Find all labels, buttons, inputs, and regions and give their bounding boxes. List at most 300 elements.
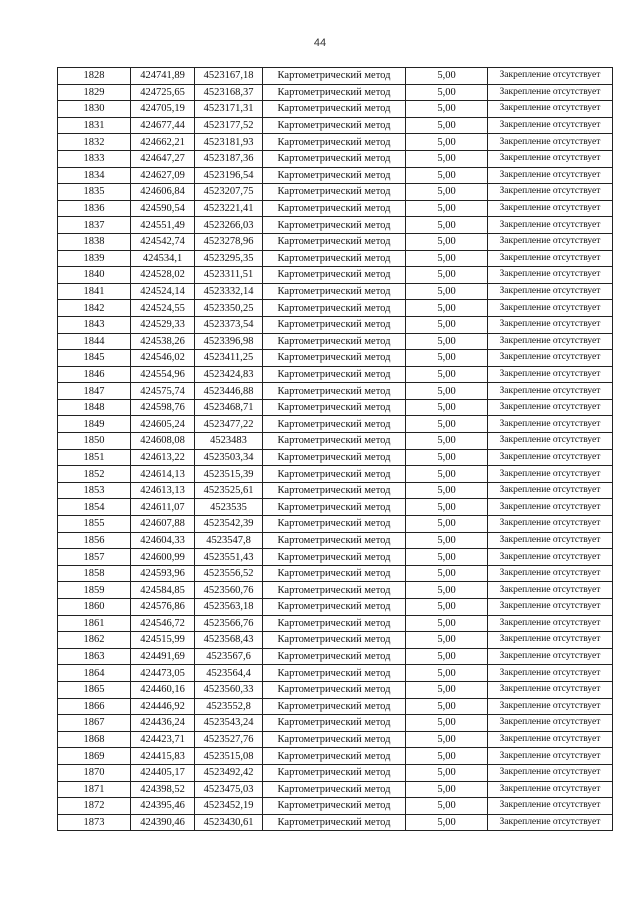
point-number-cell: 1845 xyxy=(58,350,131,367)
point-number-cell: 1864 xyxy=(58,665,131,682)
y-coordinate-cell: 4523492,42 xyxy=(195,764,263,781)
x-coordinate-cell: 424614,13 xyxy=(131,466,195,483)
table-row xyxy=(58,184,613,201)
table-row xyxy=(58,300,613,317)
point-number-cell: 1844 xyxy=(58,333,131,350)
y-coordinate-cell: 4523278,96 xyxy=(195,233,263,250)
point-number-cell: 1828 xyxy=(58,68,131,85)
fixing-description-cell: Закрепление отсутствует xyxy=(488,715,613,732)
point-number-cell: 1873 xyxy=(58,814,131,831)
accuracy-cell: 5,00 xyxy=(406,134,488,151)
fixing-description-cell: Закрепление отсутствует xyxy=(488,582,613,599)
method-cell: Картометрический метод xyxy=(263,383,406,400)
fixing-description-cell: Закрепление отсутствует xyxy=(488,748,613,765)
method-cell: Картометрический метод xyxy=(263,134,406,151)
x-coordinate-cell: 424576,86 xyxy=(131,599,195,616)
fixing-description-cell: Закрепление отсутствует xyxy=(488,217,613,234)
method-cell: Картометрический метод xyxy=(263,233,406,250)
y-coordinate-cell: 4523525,61 xyxy=(195,482,263,499)
fixing-description-cell: Закрепление отсутствует xyxy=(488,333,613,350)
point-number-cell: 1867 xyxy=(58,715,131,732)
y-coordinate-cell: 4523373,54 xyxy=(195,316,263,333)
x-coordinate-cell: 424647,27 xyxy=(131,150,195,167)
x-coordinate-cell: 424398,52 xyxy=(131,781,195,798)
y-coordinate-cell: 4523568,43 xyxy=(195,632,263,649)
method-cell: Картометрический метод xyxy=(263,466,406,483)
fixing-description-cell: Закрепление отсутствует xyxy=(488,283,613,300)
method-cell: Картометрический метод xyxy=(263,333,406,350)
accuracy-cell: 5,00 xyxy=(406,466,488,483)
accuracy-cell: 5,00 xyxy=(406,433,488,450)
y-coordinate-cell: 4523187,36 xyxy=(195,150,263,167)
table-row xyxy=(58,499,613,516)
fixing-description-cell: Закрепление отсутствует xyxy=(488,134,613,151)
point-number-cell: 1869 xyxy=(58,748,131,765)
x-coordinate-cell: 424590,54 xyxy=(131,200,195,217)
point-number-cell: 1834 xyxy=(58,167,131,184)
point-number-cell: 1863 xyxy=(58,648,131,665)
table-row xyxy=(58,267,613,284)
method-cell: Картометрический метод xyxy=(263,715,406,732)
x-coordinate-cell: 424515,99 xyxy=(131,632,195,649)
y-coordinate-cell: 4523350,25 xyxy=(195,300,263,317)
y-coordinate-cell: 4523411,25 xyxy=(195,350,263,367)
accuracy-cell: 5,00 xyxy=(406,167,488,184)
fixing-description-cell: Закрепление отсутствует xyxy=(488,615,613,632)
y-coordinate-cell: 4523221,41 xyxy=(195,200,263,217)
x-coordinate-cell: 424395,46 xyxy=(131,798,195,815)
x-coordinate-cell: 424584,85 xyxy=(131,582,195,599)
accuracy-cell: 5,00 xyxy=(406,499,488,516)
point-number-cell: 1853 xyxy=(58,482,131,499)
x-coordinate-cell: 424611,07 xyxy=(131,499,195,516)
point-number-cell: 1862 xyxy=(58,632,131,649)
y-coordinate-cell: 4523266,03 xyxy=(195,217,263,234)
table-row xyxy=(58,648,613,665)
point-number-cell: 1838 xyxy=(58,233,131,250)
accuracy-cell: 5,00 xyxy=(406,698,488,715)
table-row xyxy=(58,482,613,499)
accuracy-cell: 5,00 xyxy=(406,599,488,616)
accuracy-cell: 5,00 xyxy=(406,731,488,748)
point-number-cell: 1856 xyxy=(58,532,131,549)
point-number-cell: 1830 xyxy=(58,101,131,118)
x-coordinate-cell: 424542,74 xyxy=(131,233,195,250)
method-cell: Картометрический метод xyxy=(263,200,406,217)
y-coordinate-cell: 4523535 xyxy=(195,499,263,516)
point-number-cell: 1848 xyxy=(58,399,131,416)
y-coordinate-cell: 4523547,8 xyxy=(195,532,263,549)
table-row xyxy=(58,350,613,367)
point-number-cell: 1858 xyxy=(58,565,131,582)
y-coordinate-cell: 4523527,76 xyxy=(195,731,263,748)
y-coordinate-cell: 4523567,6 xyxy=(195,648,263,665)
method-cell: Картометрический метод xyxy=(263,781,406,798)
accuracy-cell: 5,00 xyxy=(406,333,488,350)
table-row xyxy=(58,399,613,416)
coordinates-table xyxy=(57,67,613,831)
fixing-description-cell: Закрепление отсутствует xyxy=(488,632,613,649)
x-coordinate-cell: 424600,99 xyxy=(131,549,195,566)
x-coordinate-cell: 424491,69 xyxy=(131,648,195,665)
table-row xyxy=(58,698,613,715)
x-coordinate-cell: 424405,17 xyxy=(131,764,195,781)
y-coordinate-cell: 4523564,4 xyxy=(195,665,263,682)
accuracy-cell: 5,00 xyxy=(406,814,488,831)
fixing-description-cell: Закрепление отсутствует xyxy=(488,184,613,201)
point-number-cell: 1835 xyxy=(58,184,131,201)
fixing-description-cell: Закрепление отсутствует xyxy=(488,599,613,616)
accuracy-cell: 5,00 xyxy=(406,632,488,649)
table-row xyxy=(58,366,613,383)
table-row xyxy=(58,582,613,599)
x-coordinate-cell: 424390,46 xyxy=(131,814,195,831)
point-number-cell: 1865 xyxy=(58,681,131,698)
y-coordinate-cell: 4523311,51 xyxy=(195,267,263,284)
x-coordinate-cell: 424546,02 xyxy=(131,350,195,367)
table-row xyxy=(58,532,613,549)
accuracy-cell: 5,00 xyxy=(406,582,488,599)
fixing-description-cell: Закрепление отсутствует xyxy=(488,665,613,682)
y-coordinate-cell: 4523563,18 xyxy=(195,599,263,616)
accuracy-cell: 5,00 xyxy=(406,532,488,549)
point-number-cell: 1861 xyxy=(58,615,131,632)
table-row xyxy=(58,798,613,815)
accuracy-cell: 5,00 xyxy=(406,516,488,533)
y-coordinate-cell: 4523168,37 xyxy=(195,84,263,101)
accuracy-cell: 5,00 xyxy=(406,399,488,416)
method-cell: Картометрический метод xyxy=(263,731,406,748)
fixing-description-cell: Закрепление отсутствует xyxy=(488,316,613,333)
y-coordinate-cell: 4523552,8 xyxy=(195,698,263,715)
table-row xyxy=(58,84,613,101)
method-cell: Картометрический метод xyxy=(263,68,406,85)
y-coordinate-cell: 4523430,61 xyxy=(195,814,263,831)
method-cell: Картометрический метод xyxy=(263,366,406,383)
fixing-description-cell: Закрепление отсутствует xyxy=(488,416,613,433)
fixing-description-cell: Закрепление отсутствует xyxy=(488,150,613,167)
point-number-cell: 1847 xyxy=(58,383,131,400)
fixing-description-cell: Закрепление отсутствует xyxy=(488,383,613,400)
x-coordinate-cell: 424613,22 xyxy=(131,449,195,466)
accuracy-cell: 5,00 xyxy=(406,283,488,300)
y-coordinate-cell: 4523483 xyxy=(195,433,263,450)
table-row xyxy=(58,333,613,350)
accuracy-cell: 5,00 xyxy=(406,383,488,400)
method-cell: Картометрический метод xyxy=(263,150,406,167)
point-number-cell: 1849 xyxy=(58,416,131,433)
y-coordinate-cell: 4523295,35 xyxy=(195,250,263,267)
method-cell: Картометрический метод xyxy=(263,665,406,682)
accuracy-cell: 5,00 xyxy=(406,68,488,85)
table-row xyxy=(58,731,613,748)
point-number-cell: 1854 xyxy=(58,499,131,516)
table-row xyxy=(58,101,613,118)
method-cell: Картометрический метод xyxy=(263,764,406,781)
table-row xyxy=(58,748,613,765)
fixing-description-cell: Закрепление отсутствует xyxy=(488,648,613,665)
x-coordinate-cell: 424662,21 xyxy=(131,134,195,151)
method-cell: Картометрический метод xyxy=(263,648,406,665)
method-cell: Картометрический метод xyxy=(263,698,406,715)
method-cell: Картометрический метод xyxy=(263,748,406,765)
y-coordinate-cell: 4523181,93 xyxy=(195,134,263,151)
table-row xyxy=(58,599,613,616)
fixing-description-cell: Закрепление отсутствует xyxy=(488,117,613,134)
table-row xyxy=(58,383,613,400)
y-coordinate-cell: 4523475,03 xyxy=(195,781,263,798)
method-cell: Картометрический метод xyxy=(263,84,406,101)
table-row xyxy=(58,681,613,698)
method-cell: Картометрический метод xyxy=(263,582,406,599)
fixing-description-cell: Закрепление отсутствует xyxy=(488,764,613,781)
accuracy-cell: 5,00 xyxy=(406,267,488,284)
y-coordinate-cell: 4523207,75 xyxy=(195,184,263,201)
method-cell: Картометрический метод xyxy=(263,433,406,450)
table-row xyxy=(58,433,613,450)
method-cell: Картометрический метод xyxy=(263,798,406,815)
y-coordinate-cell: 4523446,88 xyxy=(195,383,263,400)
method-cell: Картометрический метод xyxy=(263,449,406,466)
x-coordinate-cell: 424423,71 xyxy=(131,731,195,748)
x-coordinate-cell: 424606,84 xyxy=(131,184,195,201)
x-coordinate-cell: 424546,72 xyxy=(131,615,195,632)
fixing-description-cell: Закрепление отсутствует xyxy=(488,68,613,85)
point-number-cell: 1837 xyxy=(58,217,131,234)
accuracy-cell: 5,00 xyxy=(406,781,488,798)
y-coordinate-cell: 4523542,39 xyxy=(195,516,263,533)
x-coordinate-cell: 424613,13 xyxy=(131,482,195,499)
point-number-cell: 1846 xyxy=(58,366,131,383)
y-coordinate-cell: 4523551,43 xyxy=(195,549,263,566)
accuracy-cell: 5,00 xyxy=(406,366,488,383)
x-coordinate-cell: 424627,09 xyxy=(131,167,195,184)
fixing-description-cell: Закрепление отсутствует xyxy=(488,482,613,499)
table-row xyxy=(58,549,613,566)
method-cell: Картометрический метод xyxy=(263,316,406,333)
y-coordinate-cell: 4523396,98 xyxy=(195,333,263,350)
table-row xyxy=(58,200,613,217)
x-coordinate-cell: 424705,19 xyxy=(131,101,195,118)
x-coordinate-cell: 424446,92 xyxy=(131,698,195,715)
point-number-cell: 1870 xyxy=(58,764,131,781)
y-coordinate-cell: 4523196,54 xyxy=(195,167,263,184)
point-number-cell: 1831 xyxy=(58,117,131,134)
fixing-description-cell: Закрепление отсутствует xyxy=(488,466,613,483)
x-coordinate-cell: 424598,76 xyxy=(131,399,195,416)
table-row xyxy=(58,781,613,798)
fixing-description-cell: Закрепление отсутствует xyxy=(488,399,613,416)
fixing-description-cell: Закрепление отсутствует xyxy=(488,233,613,250)
point-number-cell: 1839 xyxy=(58,250,131,267)
point-number-cell: 1842 xyxy=(58,300,131,317)
table-row xyxy=(58,217,613,234)
table-row xyxy=(58,117,613,134)
x-coordinate-cell: 424575,74 xyxy=(131,383,195,400)
method-cell: Картометрический метод xyxy=(263,399,406,416)
point-number-cell: 1836 xyxy=(58,200,131,217)
y-coordinate-cell: 4523332,14 xyxy=(195,283,263,300)
fixing-description-cell: Закрепление отсутствует xyxy=(488,300,613,317)
point-number-cell: 1868 xyxy=(58,731,131,748)
table-row xyxy=(58,416,613,433)
table-row xyxy=(58,814,613,831)
method-cell: Картометрический метод xyxy=(263,632,406,649)
y-coordinate-cell: 4523424,83 xyxy=(195,366,263,383)
point-number-cell: 1841 xyxy=(58,283,131,300)
point-number-cell: 1860 xyxy=(58,599,131,616)
y-coordinate-cell: 4523543,24 xyxy=(195,715,263,732)
fixing-description-cell: Закрепление отсутствует xyxy=(488,449,613,466)
x-coordinate-cell: 424554,96 xyxy=(131,366,195,383)
accuracy-cell: 5,00 xyxy=(406,233,488,250)
x-coordinate-cell: 424460,16 xyxy=(131,681,195,698)
accuracy-cell: 5,00 xyxy=(406,764,488,781)
method-cell: Картометрический метод xyxy=(263,499,406,516)
point-number-cell: 1866 xyxy=(58,698,131,715)
fixing-description-cell: Закрепление отсутствует xyxy=(488,516,613,533)
x-coordinate-cell: 424551,49 xyxy=(131,217,195,234)
accuracy-cell: 5,00 xyxy=(406,217,488,234)
method-cell: Картометрический метод xyxy=(263,267,406,284)
table-row xyxy=(58,316,613,333)
fixing-description-cell: Закрепление отсутствует xyxy=(488,101,613,118)
accuracy-cell: 5,00 xyxy=(406,798,488,815)
fixing-description-cell: Закрепление отсутствует xyxy=(488,366,613,383)
fixing-description-cell: Закрепление отсутствует xyxy=(488,267,613,284)
y-coordinate-cell: 4523468,71 xyxy=(195,399,263,416)
accuracy-cell: 5,00 xyxy=(406,250,488,267)
accuracy-cell: 5,00 xyxy=(406,300,488,317)
accuracy-cell: 5,00 xyxy=(406,549,488,566)
point-number-cell: 1872 xyxy=(58,798,131,815)
method-cell: Картометрический метод xyxy=(263,283,406,300)
x-coordinate-cell: 424538,26 xyxy=(131,333,195,350)
method-cell: Картометрический метод xyxy=(263,814,406,831)
y-coordinate-cell: 4523177,52 xyxy=(195,117,263,134)
method-cell: Картометрический метод xyxy=(263,681,406,698)
accuracy-cell: 5,00 xyxy=(406,316,488,333)
y-coordinate-cell: 4523556,52 xyxy=(195,565,263,582)
method-cell: Картометрический метод xyxy=(263,184,406,201)
table-row xyxy=(58,233,613,250)
table-row xyxy=(58,167,613,184)
point-number-cell: 1840 xyxy=(58,267,131,284)
y-coordinate-cell: 4523515,39 xyxy=(195,466,263,483)
accuracy-cell: 5,00 xyxy=(406,150,488,167)
page-number: 44 xyxy=(313,37,327,49)
table-row xyxy=(58,565,613,582)
fixing-description-cell: Закрепление отсутствует xyxy=(488,167,613,184)
method-cell: Картометрический метод xyxy=(263,117,406,134)
x-coordinate-cell: 424524,55 xyxy=(131,300,195,317)
method-cell: Картометрический метод xyxy=(263,167,406,184)
accuracy-cell: 5,00 xyxy=(406,416,488,433)
point-number-cell: 1843 xyxy=(58,316,131,333)
x-coordinate-cell: 424593,96 xyxy=(131,565,195,582)
accuracy-cell: 5,00 xyxy=(406,681,488,698)
method-cell: Картометрический метод xyxy=(263,532,406,549)
method-cell: Картометрический метод xyxy=(263,250,406,267)
method-cell: Картометрический метод xyxy=(263,217,406,234)
table-row xyxy=(58,764,613,781)
accuracy-cell: 5,00 xyxy=(406,84,488,101)
fixing-description-cell: Закрепление отсутствует xyxy=(488,781,613,798)
method-cell: Картометрический метод xyxy=(263,101,406,118)
method-cell: Картометрический метод xyxy=(263,482,406,499)
fixing-description-cell: Закрепление отсутствует xyxy=(488,814,613,831)
x-coordinate-cell: 424524,14 xyxy=(131,283,195,300)
method-cell: Картометрический метод xyxy=(263,565,406,582)
method-cell: Картометрический метод xyxy=(263,350,406,367)
fixing-description-cell: Закрепление отсутствует xyxy=(488,250,613,267)
fixing-description-cell: Закрепление отсутствует xyxy=(488,681,613,698)
table-row xyxy=(58,68,613,85)
y-coordinate-cell: 4523477,22 xyxy=(195,416,263,433)
x-coordinate-cell: 424604,33 xyxy=(131,532,195,549)
table-row xyxy=(58,466,613,483)
method-cell: Картометрический метод xyxy=(263,300,406,317)
table-row xyxy=(58,250,613,267)
point-number-cell: 1832 xyxy=(58,134,131,151)
x-coordinate-cell: 424473,05 xyxy=(131,665,195,682)
fixing-description-cell: Закрепление отсутствует xyxy=(488,532,613,549)
accuracy-cell: 5,00 xyxy=(406,482,488,499)
accuracy-cell: 5,00 xyxy=(406,101,488,118)
point-number-cell: 1852 xyxy=(58,466,131,483)
point-number-cell: 1833 xyxy=(58,150,131,167)
point-number-cell: 1857 xyxy=(58,549,131,566)
table-row xyxy=(58,632,613,649)
accuracy-cell: 5,00 xyxy=(406,350,488,367)
x-coordinate-cell: 424415,83 xyxy=(131,748,195,765)
method-cell: Картометрический метод xyxy=(263,416,406,433)
point-number-cell: 1855 xyxy=(58,516,131,533)
table-row xyxy=(58,449,613,466)
accuracy-cell: 5,00 xyxy=(406,117,488,134)
accuracy-cell: 5,00 xyxy=(406,184,488,201)
method-cell: Картометрический метод xyxy=(263,599,406,616)
y-coordinate-cell: 4523560,76 xyxy=(195,582,263,599)
y-coordinate-cell: 4523167,18 xyxy=(195,68,263,85)
point-number-cell: 1850 xyxy=(58,433,131,450)
x-coordinate-cell: 424605,24 xyxy=(131,416,195,433)
accuracy-cell: 5,00 xyxy=(406,200,488,217)
table-row xyxy=(58,283,613,300)
x-coordinate-cell: 424436,24 xyxy=(131,715,195,732)
accuracy-cell: 5,00 xyxy=(406,565,488,582)
x-coordinate-cell: 424534,1 xyxy=(131,250,195,267)
y-coordinate-cell: 4523515,08 xyxy=(195,748,263,765)
x-coordinate-cell: 424529,33 xyxy=(131,316,195,333)
accuracy-cell: 5,00 xyxy=(406,648,488,665)
accuracy-cell: 5,00 xyxy=(406,449,488,466)
fixing-description-cell: Закрепление отсутствует xyxy=(488,549,613,566)
y-coordinate-cell: 4523566,76 xyxy=(195,615,263,632)
x-coordinate-cell: 424608,08 xyxy=(131,433,195,450)
table-row xyxy=(58,134,613,151)
y-coordinate-cell: 4523171,31 xyxy=(195,101,263,118)
fixing-description-cell: Закрепление отсутствует xyxy=(488,698,613,715)
y-coordinate-cell: 4523452,19 xyxy=(195,798,263,815)
table-row xyxy=(58,665,613,682)
table-row xyxy=(58,150,613,167)
fixing-description-cell: Закрепление отсутствует xyxy=(488,798,613,815)
fixing-description-cell: Закрепление отсутствует xyxy=(488,433,613,450)
x-coordinate-cell: 424677,44 xyxy=(131,117,195,134)
x-coordinate-cell: 424741,89 xyxy=(131,68,195,85)
point-number-cell: 1859 xyxy=(58,582,131,599)
